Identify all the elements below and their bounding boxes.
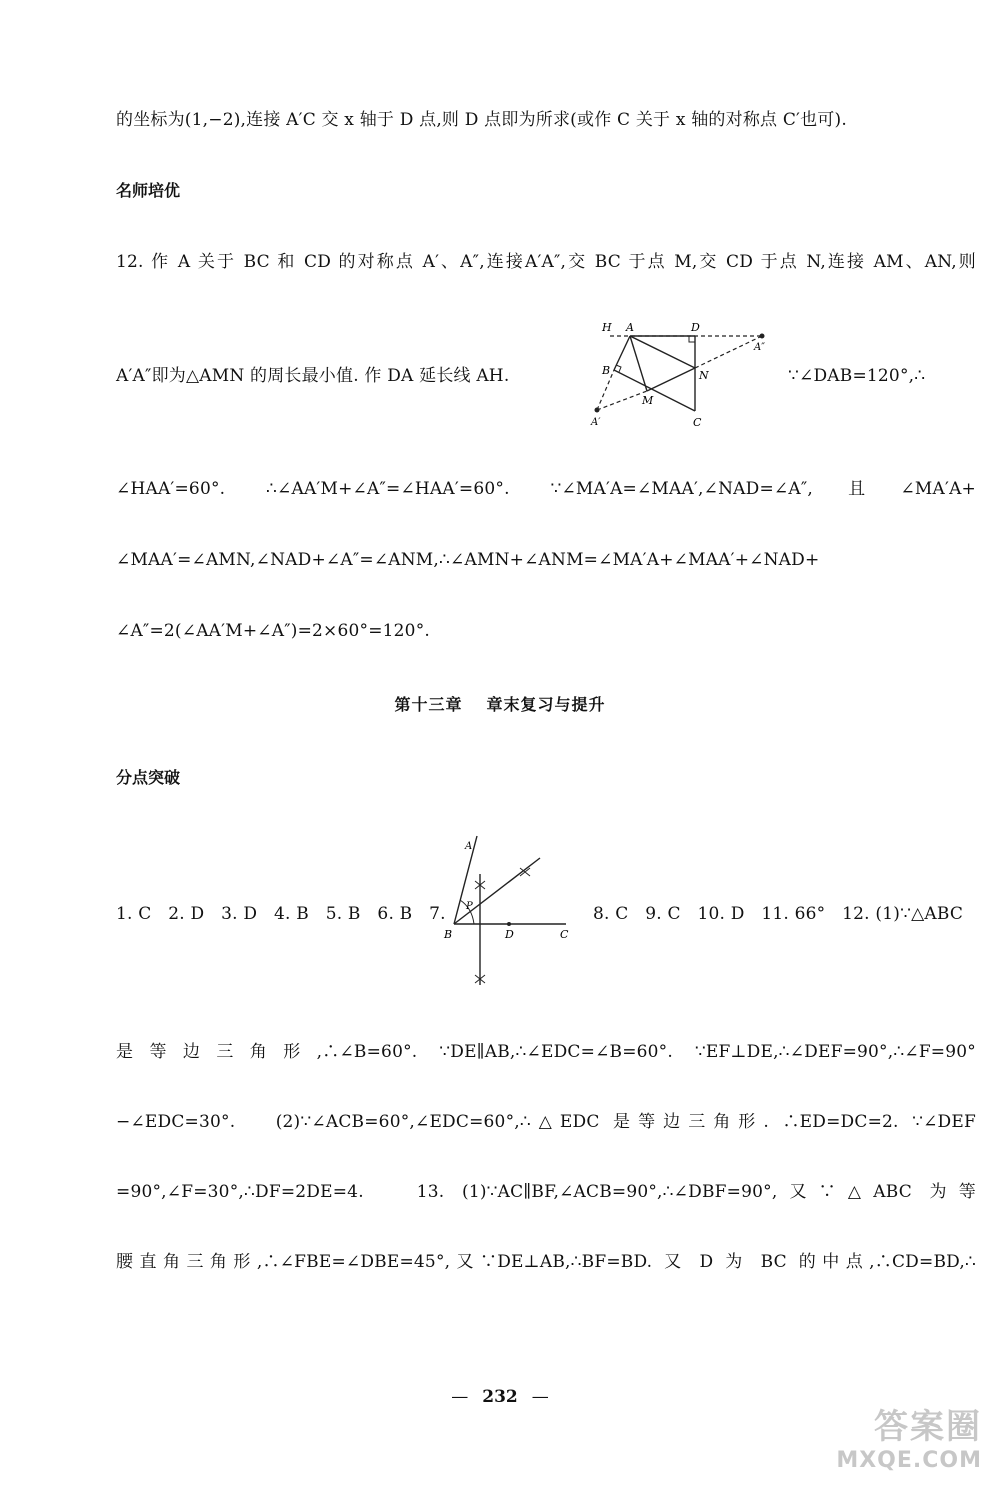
label-A: A [626,321,634,334]
label-M: M [642,394,654,407]
label-B: B [602,364,611,377]
text-line: ∠MAA′=∠AMN,∠NAD+∠A″=∠ANM,∴∠AMN+∠ANM=∠MA′A+∠MAA′+∠NAD+ [116,550,820,570]
text-line: ∵∠DAB=120°,∴ [788,366,926,386]
text-line: 1. C 2. D 3. D 4. B 5. B 6. B 7. [116,904,446,924]
text-line: −∠EDC=30°. (2)∵∠ACB=60°,∠EDC=60°,∴△EDC 是等边三角形. ∴ED=DC=2. ∵∠DEF [116,1112,976,1132]
label-B: B [444,928,453,941]
label-D: D [691,321,700,334]
label-A1: A′ [591,417,601,428]
label-D: D [505,928,514,941]
label-N: N [699,369,709,382]
geometry-figure-quadrilateral [585,318,785,433]
chapter-name: 章末复习与提升 [486,695,606,714]
point-A2 [760,334,765,339]
label-C: C [693,416,702,429]
ray-bisector [454,858,540,924]
dash-left: — [451,1387,469,1407]
label-A: A [465,841,473,852]
text-line: 12. 作 A 关于 BC 和 CD 的对称点 A′、A″,连接A′A″,交 BC 于点 M,交 CD 于点 N,连接 AM、AN,则 [116,252,976,272]
text-line: A′A″即为△AMN 的周长最小值. 作 DA 延长线 AH. [116,366,510,386]
text-line: 腰直角三角形,∴∠FBE=∠DBE=45°,又∵DE⊥AB,∴BF=BD. 又 D 为 BC 的中点,∴CD=BD,∴ [116,1252,976,1272]
watermark-logo [822,1399,982,1479]
segment-BC [614,370,695,411]
dashed-line-NA2 [695,336,762,368]
text-line: 8. C 9. C 10. D 11. 66° 12. (1)∵△ABC [593,904,964,924]
text-line: ∠A″=2(∠AA′M+∠A″)=2×60°=120°. [116,621,431,641]
chapter-title [0,692,1000,715]
text-line: 是等边三角形,∴∠B=60°. ∵DE∥AB,∴∠EDC=∠B=60°. ∵EF⊥DE,∴∠DEF=90°,∴∠F=90° [116,1042,976,1062]
label-H: H [602,321,612,334]
segment-AN [630,336,695,368]
text-line: 的坐标为(1,−2),连接 A′C 交 x 轴于 D 点,则 D 点即为所求(或作 C 关于 x 轴的对称点 C′也可). [116,110,847,130]
chapter-number: 第十三章 [394,695,463,714]
point-D [507,922,511,926]
text-line: ∠HAA′=60°. ∴∠AA′M+∠A″=∠HAA′=60°. ∵∠MA′A=∠MAA′,∠NAD=∠A″,且∠MA′A+ [116,479,976,499]
watermark-text-bottom: MXQE.COM [836,1448,982,1473]
label-C: C [560,928,569,941]
section-heading-fendian: 分点突破 [116,768,181,787]
dash-right: — [531,1387,549,1407]
label-P: P [466,901,473,912]
right-angle-mark-D [689,336,695,342]
point-A1 [595,408,600,413]
label-A2: A″ [754,342,765,353]
geometry-figure-angle-bisector [438,830,578,995]
page-number-value: 232 [482,1387,518,1407]
watermark-text-top: 答案圈 [874,1407,982,1447]
section-heading-mingshi: 名师培优 [116,181,181,200]
segment-MN [647,368,695,391]
text-line: =90°,∠F=30°,∴DF=2DE=4. 13. (1)∵AC∥BF,∠ACB=90°,∴∠DBF=90°,又∵△ABC 为等 [116,1182,976,1202]
